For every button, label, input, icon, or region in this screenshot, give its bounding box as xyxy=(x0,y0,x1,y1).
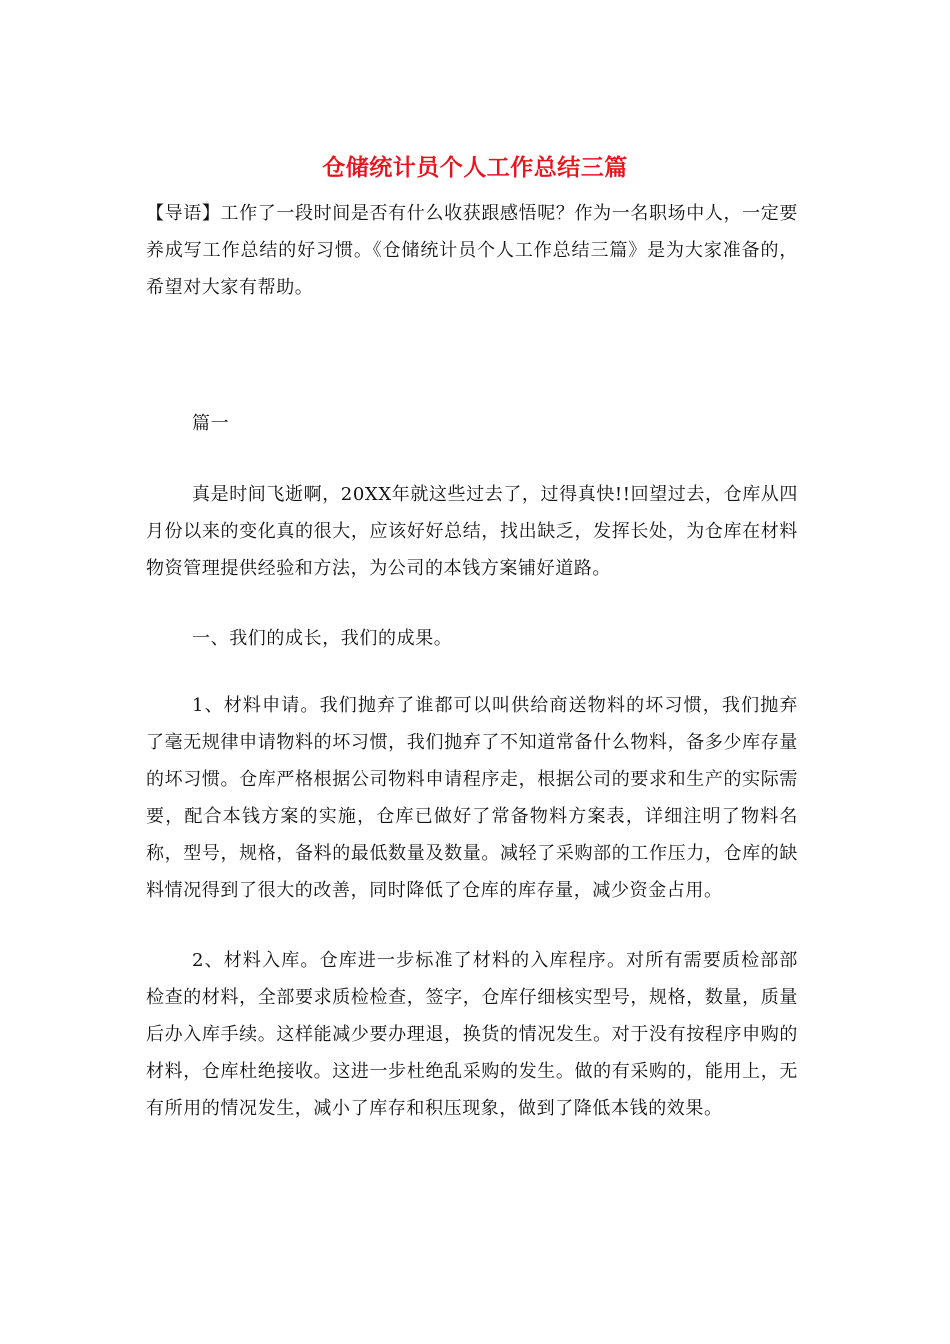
intro-paragraph: 真是时间飞逝啊，20XX年就这些过去了，过得真快!!回望过去，仓库从四月份以来的变化真的很大，应该好好总结，找出缺乏，发挥长处，为仓库在材料物资管理提供经验和方法，为公司的本钱方案铺好道路。 xyxy=(146,484,798,579)
document-title: 仓储统计员个人工作总结三篇 xyxy=(322,154,628,181)
lead-paragraph: 【导语】工作了一段时间是否有什么收获跟感悟呢？作为一名职场中人，一定要养成写工作总结的好习惯。《仓储统计员个人工作总结三篇》是为大家准备的，希望对大家有帮助。 xyxy=(146,203,798,298)
section-heading: 一、我们的成长，我们的成果。 xyxy=(192,628,453,649)
item-paragraph-1: 1、材料申请。我们抛弃了谁都可以叫供给商送物料的坏习惯，我们抛弃了毫无规律申请物料的坏习惯，我们抛弃了不知道常备什么物料，备多少库存量的坏习惯。仓库严格根据公司物料申请程序走，根据公司的要求和生产的实际需要，配合本钱方案的实施，仓库已做好了常备物料方案表，详细注明了物料名称，型号，规格，备料的最低数量及数量。减轻了采购部的工作压力，仓库的缺料情况得到了很大的改善，同时降低了仓库的库存量，减少资金占用。 xyxy=(146,695,798,901)
section-label: 篇一 xyxy=(192,413,230,434)
item-paragraph-2: 2、材料入库。仓库进一步标准了材料的入库程序。对所有需要质检部部检查的材料，全部要求质检检查，签字，仓库仔细核实型号，规格，数量，质量后办入库手续。这样能减少要办理退，换货的情况发生。对于没有按程序申购的材料，仓库杜绝接收。这进一步杜绝乱采购的发生。做的有采购的，能用上，无有所用的情况发生，减小了库存和积压现象，做到了降低本钱的效果。 xyxy=(146,950,798,1119)
